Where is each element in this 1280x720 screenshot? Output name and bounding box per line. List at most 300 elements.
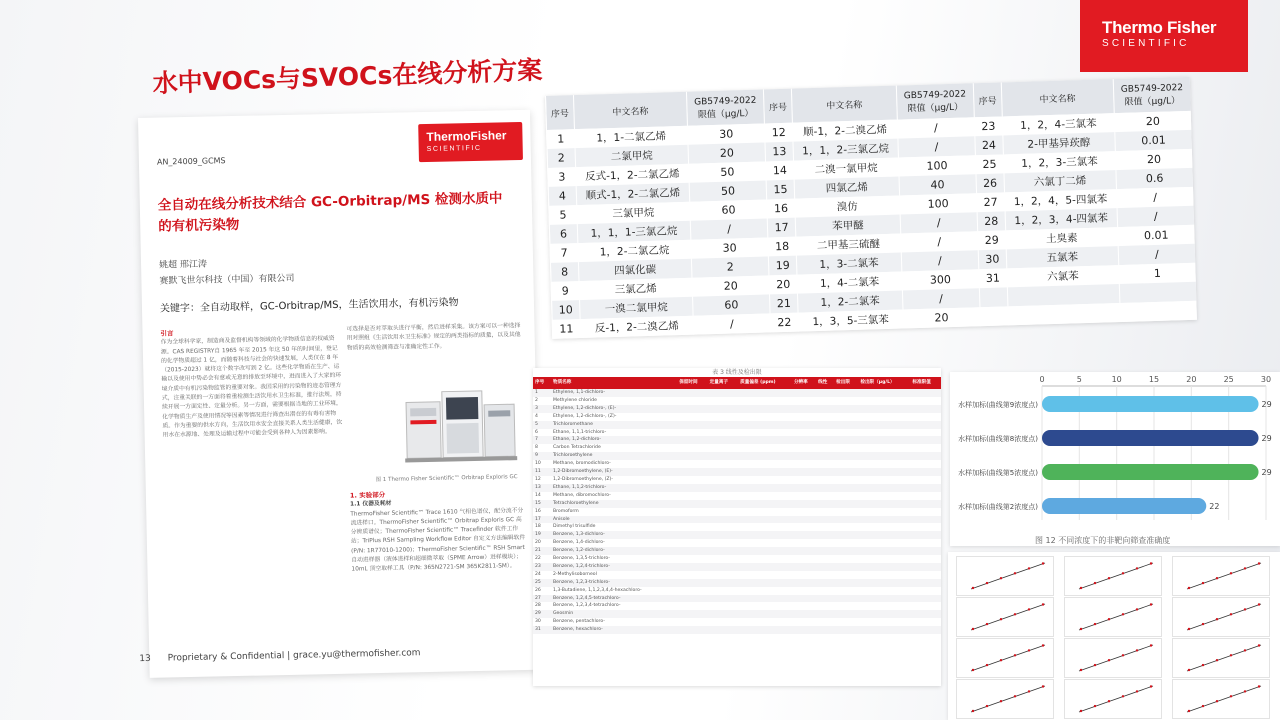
intro-heading: 引言 [160,329,174,338]
calibration-point [1258,644,1260,646]
blurred-cell [910,436,941,444]
blurred-cell [792,626,816,634]
blurred-cell [738,523,792,531]
calibration-point [1108,659,1110,661]
calibration-point [1258,685,1260,687]
compound-name: 四氯化碳 [578,259,692,281]
blurred-cell [834,587,858,595]
blurred-cell [738,421,792,429]
limit-value: / [902,288,980,309]
compound-name: Ethane, 1,1,1-trichloro- [552,429,607,435]
document-code: AN_24009_GCMS [156,156,226,167]
limit-value: 20 [688,142,766,163]
fit-line [1187,563,1261,589]
paper-keywords: 关键字：全自动取样，GC-Orbitrap/MS，生活饮用水，有机污染物 [159,297,459,315]
row-number: 23 [533,563,551,571]
blurred-cell [708,626,738,634]
blurred-cell [910,460,941,468]
limit-value: / [897,117,975,138]
limit-value: / [901,250,979,271]
row-number: 19 [533,531,551,539]
blurred-cell [834,516,858,524]
table-row [533,468,941,476]
blurred-cell [677,452,707,460]
calibration-point [1136,567,1138,569]
compound-name: 2-Methylisoborneol [552,571,597,577]
calibration-point [1028,649,1030,651]
compound-name: 反-1，2-二溴乙烯 [580,316,694,338]
calibration-point [1188,628,1190,630]
blurred-cell [834,602,858,610]
compound-name: Benzene, 1,3-dichloro- [551,531,677,539]
blurred-cell [792,516,816,524]
table-row [533,500,941,508]
blurred-cell [738,610,792,618]
blurred-cell [677,413,707,421]
author-names: 姚超 邢江涛 [158,259,208,271]
blurred-cell [858,452,910,460]
compound-name: Geosmin [551,610,677,618]
compound-name: 1，1-二氯乙烯 [574,126,688,148]
blurred-cell [816,389,834,397]
blurred-cell [738,547,792,555]
limit-value: 0.01 [1115,130,1192,151]
blurred-cell [677,405,707,413]
blurred-cell [834,389,858,397]
blurred-cell [738,555,792,563]
calibration-point [972,669,974,671]
calibration-point [1108,618,1110,620]
blurred-cell [708,539,738,547]
blurred-cell [708,484,738,492]
compound-name: Benzene, hexachloro- [551,626,677,634]
blurred-cell [910,539,941,547]
compound-name: Anisole [551,516,677,524]
calibration-curve-thumbnail [1172,597,1270,637]
compound-number: 23 [974,116,1002,136]
x-tick-label: 0 [1039,375,1045,384]
small-header-cell: 保留时间 [677,377,707,389]
limit-value: 30 [687,123,765,144]
blurred-cell [792,579,816,587]
col2-top-text: 可选择是否对萃取头进行平衡，然后进样采集。该方案可以一种选择用对照组《生活饮用水卫生标准》规定的两类指标的质量，以及其他物质的高效检测筛查与准确定性工作。 [346,323,521,352]
paper-logo [418,122,523,162]
calibration-curve-plot [957,680,1053,718]
blurred-cell [910,413,941,421]
blurred-cell [677,444,707,452]
gb5749-limits-table [545,77,1197,339]
x-tick-label: 10 [1111,375,1122,384]
blurred-cell [910,389,941,397]
blurred-cell [858,492,910,500]
blurred-cell [858,429,910,437]
compound-name: Trichloromethane [551,421,677,429]
table-row [533,508,941,516]
calibration-curve-thumbnail [956,556,1054,596]
compound-name: 反式-1，2-二氯乙烯 [576,164,690,186]
limit-value: 300 [902,269,980,290]
calibration-point [1150,685,1152,687]
blurred-cell [792,595,816,603]
calibration-curve-thumbnail [1064,638,1162,678]
data-label: 29 [1261,468,1272,477]
blurred-cell [708,563,738,571]
calibration-point [1244,649,1246,651]
compound-name: 1，1，1-三氯乙烷 [577,221,691,243]
table-row [533,618,941,626]
blurred-cell [858,516,910,524]
calibration-point [1094,664,1096,666]
calibration-point [1230,654,1232,656]
blurred-cell [677,460,707,468]
blurred-cell [834,618,858,626]
table-row [533,429,941,437]
calibration-point [1080,710,1082,712]
blurred-cell [738,492,792,500]
fit-line [971,563,1045,589]
calibration-point [1150,603,1152,605]
category-label: 水样加标(曲线第8浓度点) [958,435,1038,443]
small-header-cell: 分辨率 [792,377,816,389]
blurred-cell [910,476,941,484]
header-limit [686,90,764,126]
blurred-cell [738,436,792,444]
blurred-cell [910,508,941,516]
blurred-cell [792,508,816,516]
blurred-cell [816,516,834,524]
blurred-cell [910,500,941,508]
small-header-cell: 物质名称 [551,377,677,389]
compound-name: 三氯甲烷 [577,202,691,224]
blurred-cell [792,389,816,397]
compound-number [980,306,1008,326]
small-header-cell: 检出限 [834,377,858,389]
blurred-cell [834,626,858,634]
compound-number: 19 [769,256,797,276]
calibration-point [1014,572,1016,574]
calibration-point [1136,649,1138,651]
row-number: 5 [533,421,551,429]
compound-name: Benzene, 1,4-dichloro- [552,540,605,546]
compound-name: 六氯苯 [1007,265,1120,287]
row-number: 29 [533,610,551,618]
blurred-cell [708,468,738,476]
compound-number: 25 [975,154,1003,174]
blurred-cell [708,531,738,539]
blurred-cell [816,460,834,468]
calibration-point [1000,577,1002,579]
blurred-cell [677,626,707,634]
blurred-cell [792,436,816,444]
calibration-point [1000,659,1002,661]
compound-name: Ethylene, 1,1-dichloro- [551,389,677,397]
table-row [533,421,941,429]
row-number: 18 [535,524,541,530]
blurred-cell [834,484,858,492]
blurred-cell [792,476,816,484]
blurred-cell [792,405,816,413]
row-number: 10 [535,461,541,467]
calibration-curve-plot [957,557,1053,595]
calibration-curve-plot [1173,598,1269,636]
blurred-cell [910,452,941,460]
limit-value: / [900,231,978,252]
blurred-cell [708,595,738,603]
blurred-cell [708,602,738,610]
blurred-cell [816,563,834,571]
blurred-cell [677,547,707,555]
blurred-cell [816,555,834,563]
row-number: 14 [535,492,541,498]
blurred-cell [708,579,738,587]
blurred-cell [910,571,941,579]
blurred-cell [816,508,834,516]
compound-name: 1，1，2-三氯乙烷 [793,139,898,161]
compound-number: 28 [977,211,1005,231]
blurred-cell [738,397,792,405]
small-table-caption: 表 3 线性及检出限 [712,369,762,376]
blurred-cell [738,602,792,610]
calibration-point [972,628,974,630]
blurred-cell [792,539,816,547]
blurred-cell [738,476,792,484]
limit-value [1119,282,1196,303]
blurred-cell [792,413,816,421]
paper-title [158,188,519,238]
calibration-curve-plot [1173,680,1269,718]
blurred-cell [677,571,707,579]
calibration-curves-panel [948,552,1280,720]
calibration-point [1150,644,1152,646]
compound-name: Benzene, 1,3,5-trichloro- [552,556,610,562]
blurred-cell [910,602,941,610]
calibration-point [1014,695,1016,697]
small-header-cell: 质量偏差 (ppm) [738,377,792,389]
compound-name: Ethane, 1,2-dichloro- [551,436,677,444]
small-table-header [533,377,941,389]
limit-value: 1 [1119,263,1196,284]
blurred-cell [834,492,858,500]
category-label: 水样加标(曲线第9浓度点) [958,401,1038,409]
intro-column [160,326,347,648]
calibration-point [1122,613,1124,615]
small-table-grid [533,377,941,634]
calibration-point [986,705,988,707]
compound-name: Methane, dibromochloro- [552,492,611,498]
calibration-point [1028,690,1030,692]
header-standard: GB5749-2022 [1120,82,1184,95]
compound-name: 2-甲基异莰醇 [1003,132,1116,154]
blurred-cell [858,389,910,397]
calibration-point [1080,669,1082,671]
blurred-cell [910,523,941,531]
paper-title-line1: 全自动在线分析技术结合 GC-Orbitrap/MS 检测水质中 [157,190,503,214]
blurred-cell [834,571,858,579]
bar-chart-svg [950,372,1280,532]
blurred-cell [834,539,858,547]
compound-name: 1,2-Dibromoethylene, (E)- [551,468,677,476]
compound-number: 20 [769,275,797,295]
blurred-cell [834,460,858,468]
limit-value: / [693,313,771,334]
table-row [533,484,941,492]
bar [1042,396,1259,412]
small-header-cell: 序号 [533,377,551,389]
compound-number: 17 [767,218,795,238]
blurred-cell [792,492,816,500]
limit-value: 60 [690,199,768,220]
limit-value: 50 [689,161,767,182]
table-row [533,389,941,397]
header-unit: 限值（µg/L） [907,102,964,114]
small-header-cell: 线性 [816,377,834,389]
blurred-cell [858,523,910,531]
figure1-caption: 图 1 Thermo Fisher Scientific™ Orbitrap Exploris GC [375,474,518,484]
compound-name: Methylene chloride [552,397,597,403]
blurred-cell [792,500,816,508]
blurred-cell [816,531,834,539]
blurred-cell [834,413,858,421]
compound-number: 10 [552,300,580,320]
blurred-cell [708,429,738,437]
compound-name: 一溴二氯甲烷 [579,297,693,319]
fit-line [1079,686,1153,712]
compound-number: 8 [550,262,578,282]
fit-line [971,604,1045,630]
calibration-point [1042,562,1044,564]
limit-value: 50 [689,180,767,201]
blurred-cell [910,579,941,587]
fit-line [1079,645,1153,671]
table-row [533,626,941,634]
calibration-point [1094,582,1096,584]
blurred-cell [708,555,738,563]
row-number: 22 [535,556,541,562]
blurred-cell [738,587,792,595]
table-row [533,563,941,571]
blurred-cell [792,563,816,571]
blurred-cell [738,500,792,508]
blurred-cell [816,405,834,413]
blurred-cell [858,397,910,405]
blurred-cell [816,539,834,547]
blurred-cell [708,444,738,452]
compound-number: 2 [547,148,575,168]
blurred-cell [738,444,792,452]
header-name: 中文名称 [1001,79,1114,116]
bar [1042,430,1259,446]
compound-name: Ethylene, 1,2-dichloro-, (Z)- [552,413,617,419]
blurred-cell [792,610,816,618]
blurred-cell [858,618,910,626]
blurred-cell [910,397,941,405]
header-name: 中文名称 [573,92,687,129]
compound-name: 四氯乙烯 [794,177,899,199]
calibration-curve-thumbnail [1064,556,1162,596]
compound-name: Dimethyl trisulfide [552,524,596,530]
blurred-cell [708,389,738,397]
calibration-point [1202,623,1204,625]
blurred-cell [834,397,858,405]
application-note-page [138,110,542,678]
blurred-cell [738,531,792,539]
screening-accuracy-chart [950,372,1280,546]
blurred-cell [834,531,858,539]
orbitrap-instrument-image [402,382,520,464]
compound-name: 1，3-二氯苯 [796,253,901,275]
bar [1042,498,1206,514]
blurred-cell [738,405,792,413]
calibration-point [1188,710,1190,712]
experimental-text: ThermoFisher Scientific™ Trace 1610 气相色谱仪，配分流不分流进样口。ThermoFisher Scientific™ Orbitrap Exploris GC 高分辨质谱仪；ThermoFisher Scientific™ Tracefinder 软件工作站；TriPlus RSH Sampling Workflow Editor 自定义方法编辑软件 (P/N: 1R77010-1200)；ThermoFisher Scientific™ RSH Smart 自动进样器（液体进样和超细微萃取（SPME Arrow）进样模块）；10mL 顶空取样工具（P/N: 365N2721-SM 365K2811-SM）。 [350,507,526,574]
blurred-cell [816,523,834,531]
row-number: 17 [533,516,551,524]
row-number: 25 [533,579,551,587]
blurred-cell [708,571,738,579]
fit-line [1187,604,1261,630]
blurred-cell [677,539,707,547]
blurred-cell [816,602,834,610]
compound-number: 18 [768,237,796,257]
blurred-cell [858,413,910,421]
blurred-cell [677,602,707,610]
blurred-cell [834,476,858,484]
blurred-cell [677,484,707,492]
blurred-cell [858,547,910,555]
compound-number: 31 [979,268,1007,288]
blurred-cell [677,397,707,405]
calibration-point [1230,695,1232,697]
blurred-cell [738,468,792,476]
compound-number: 27 [976,192,1004,212]
calibration-curve-plot [957,598,1053,636]
compound-number: 24 [975,135,1003,155]
blurred-cell [858,405,910,413]
bar-chart-caption: 图 12 不同浓度下的非靶向筛查准确度 [1035,536,1171,545]
row-number: 28 [535,603,541,609]
blurred-cell [834,444,858,452]
data-label: 22 [1209,502,1220,511]
compound-name: Benzene, 1,2-dichloro- [551,547,677,555]
blurred-cell [677,492,707,500]
limit-value [1120,301,1197,322]
blurred-cell [816,587,834,595]
table-row [533,539,941,547]
calibration-point [1230,613,1232,615]
compound-name: 苯甲醚 [795,215,900,237]
calibration-point [1244,690,1246,692]
compound-number: 7 [550,243,578,263]
compound-name: Tetrachloroethylene [551,500,677,508]
blurred-cell [708,413,738,421]
blurred-cell [816,618,834,626]
row-number: 1 [533,389,551,397]
row-number: 2 [535,397,538,403]
compound-name: 1，4-二氯苯 [797,271,902,293]
limit-value: 0.01 [1117,225,1194,246]
limit-value: / [1118,244,1195,265]
compound-number: 15 [766,180,794,200]
compound-name: 1，2-二氯苯 [798,290,903,312]
blurred-cell [858,571,910,579]
table-row [533,405,941,413]
blurred-cell [858,484,910,492]
blurred-cell [708,610,738,618]
compound-number: 29 [978,230,1006,250]
calibration-point [1094,623,1096,625]
blurred-cell [816,595,834,603]
table-row [533,452,941,460]
